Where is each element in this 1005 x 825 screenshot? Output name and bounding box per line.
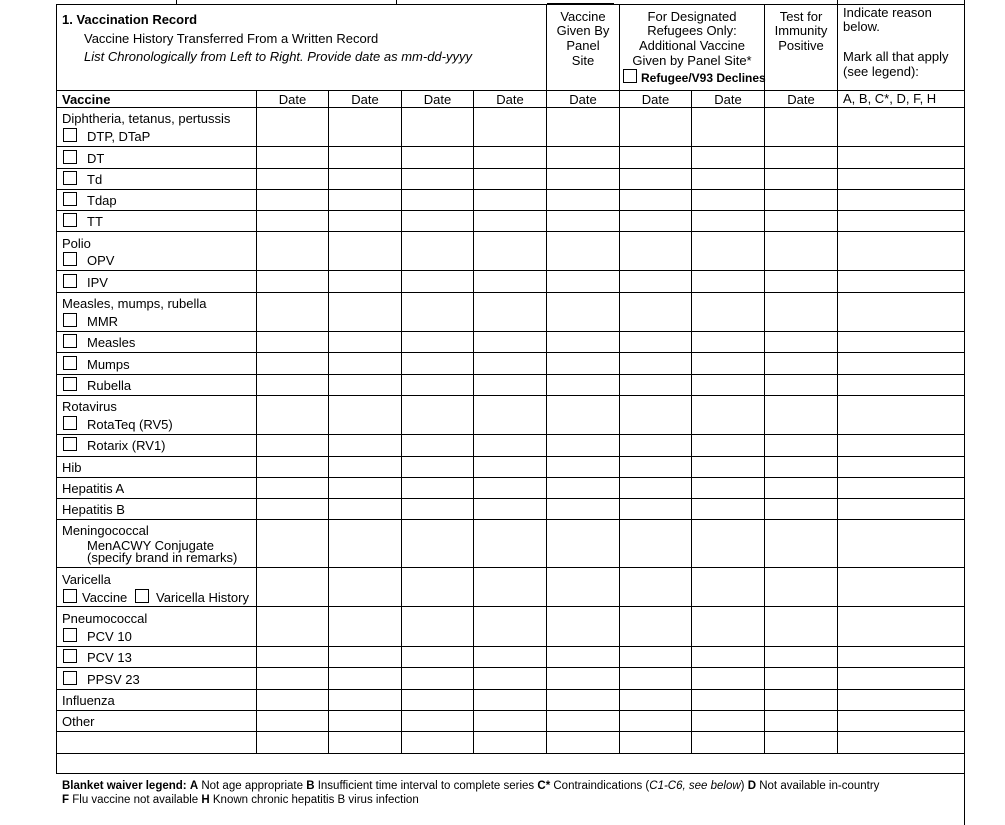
date-column-panel-site: Date — [569, 92, 597, 107]
legend-text-b: Insufficient time interval to complete series — [317, 780, 535, 792]
row-rotarix: Rotarix (RV1) — [87, 438, 166, 453]
grid-line — [56, 710, 965, 711]
legend-c-close: ) — [740, 780, 745, 792]
tdap-checkbox[interactable] — [63, 192, 77, 206]
row-other: Other — [62, 714, 95, 729]
section-title: 1. Vaccination Record — [62, 12, 198, 27]
row-group-dtp: Diphtheria, tetanus, pertussis — [62, 111, 231, 126]
reason-header-2: below. — [843, 19, 880, 34]
row-hib: Hib — [62, 460, 82, 475]
mumps-checkbox[interactable] — [63, 356, 77, 370]
refugees-header-3: Additional Vaccine — [639, 38, 745, 53]
section-subtitle: Vaccine History Transferred From a Written Record — [84, 31, 379, 46]
legend-label: Blanket waiver legend: — [62, 780, 187, 792]
grid-line — [56, 4, 57, 774]
row-ppsv23: PPSV 23 — [87, 672, 140, 687]
legend-text-d: Not available in-country — [759, 780, 880, 792]
legend-text-h: Known chronic hepatitis B virus infection — [212, 794, 419, 806]
legend-code-d: D — [747, 780, 757, 792]
row-hepatitis-b: Hepatitis B — [62, 502, 125, 517]
grid-line — [56, 270, 965, 271]
refugees-header-2: Refugees Only: — [647, 23, 737, 38]
legend-c-ref: C1-C6, see below — [649, 780, 741, 792]
grid-line — [56, 331, 965, 332]
refugee-declines-label: Refugee/V93 Declines — [641, 71, 766, 85]
date-column-2: Date — [351, 92, 379, 107]
grid-line — [56, 773, 965, 774]
legend-text-f: Flu vaccine not available — [72, 794, 199, 806]
date-column-4: Date — [496, 92, 524, 107]
grid-line — [56, 646, 965, 647]
date-column-immunity: Date — [787, 92, 815, 107]
grid-line — [56, 606, 965, 607]
row-menacwy: MenACWY Conjugate — [87, 538, 214, 553]
pcv13-checkbox[interactable] — [63, 649, 77, 663]
row-pcv10: PCV 10 — [87, 629, 132, 644]
legend-text-c: Contraindications ( — [553, 780, 650, 792]
grid-line — [56, 519, 965, 520]
grid-line — [56, 168, 965, 169]
refugees-header-4: Given by Panel Site* — [632, 53, 752, 68]
dtp-dtap-checkbox[interactable] — [63, 128, 77, 142]
grid-line — [56, 477, 965, 478]
reason-header-5: (see legend): — [843, 64, 919, 79]
measles-checkbox[interactable] — [63, 334, 77, 348]
date-column-3: Date — [423, 92, 452, 107]
immunity-header-2: Immunity — [774, 23, 828, 38]
refugees-header-1: For Designated — [647, 9, 737, 24]
panel-site-header-3: Panel — [566, 38, 600, 53]
row-pcv13: PCV 13 — [87, 650, 132, 665]
legend-text-a: Not age appropriate — [201, 780, 303, 792]
grid-line — [56, 189, 965, 190]
legend-code-c: C* — [537, 780, 551, 792]
row-influenza: Influenza — [62, 693, 115, 708]
ppsv23-checkbox[interactable] — [63, 671, 77, 685]
grid-line — [56, 90, 965, 91]
grid-line — [56, 567, 965, 568]
legend-code-f: F — [62, 794, 70, 806]
grid-line — [56, 434, 965, 435]
row-tdap: Tdap — [87, 193, 117, 208]
tt-checkbox[interactable] — [63, 213, 77, 227]
row-dtp-dtap: DTP, DTaP — [87, 129, 151, 144]
reason-header-4: Mark all that apply — [843, 49, 949, 64]
date-column-refugee-1: Date — [641, 92, 670, 107]
row-menacwy-note: (specify brand in remarks) — [87, 550, 238, 565]
grid-line — [56, 292, 965, 293]
grid-line — [56, 352, 965, 353]
row-mumps: Mumps — [87, 357, 130, 372]
row-opv: OPV — [87, 253, 115, 268]
varicella-vaccine-checkbox[interactable] — [63, 589, 77, 603]
grid-line — [56, 374, 965, 375]
reason-codes-label: A, B, C*, D, F, H — [843, 91, 937, 106]
blanket-waiver-legend-line2 — [62, 795, 419, 807]
row-varicella-vaccine: Vaccine — [82, 590, 128, 605]
row-varicella-history: Varicella History — [156, 590, 249, 605]
panel-site-header-1: Vaccine — [560, 9, 606, 24]
grid-line — [56, 731, 965, 732]
row-hepatitis-a: Hepatitis A — [62, 481, 125, 496]
row-group-pneumococcal: Pneumococcal — [62, 611, 148, 626]
grid-line — [56, 146, 965, 147]
immunity-header-3: Positive — [778, 38, 824, 53]
dt-checkbox[interactable] — [63, 150, 77, 164]
rotateq-checkbox[interactable] — [63, 416, 77, 430]
td-checkbox[interactable] — [63, 171, 77, 185]
row-group-varicella: Varicella — [62, 572, 111, 587]
varicella-history-checkbox[interactable] — [135, 589, 149, 603]
grid-line — [56, 689, 965, 690]
legend-code-a: A — [189, 780, 199, 792]
panel-site-header-4: Site — [571, 53, 595, 68]
row-dt: DT — [87, 151, 105, 166]
section-instruction: List Chronologically from Left to Right. Provide date as mm-dd-yyyy — [84, 49, 472, 64]
grid-line — [56, 753, 965, 754]
blanket-waiver-legend — [62, 781, 879, 793]
grid-line — [56, 456, 965, 457]
grid-line — [56, 667, 965, 668]
rubella-checkbox[interactable] — [63, 377, 77, 391]
row-ipv: IPV — [87, 275, 108, 290]
grid-line — [837, 0, 838, 90]
pcv10-checkbox[interactable] — [63, 628, 77, 642]
grid-line — [56, 231, 965, 232]
row-group-rotavirus: Rotavirus — [62, 399, 117, 414]
rotarix-checkbox[interactable] — [63, 437, 77, 451]
refugee-declines-checkbox[interactable] — [623, 69, 637, 83]
grid-line — [56, 498, 965, 499]
row-mmr: MMR — [87, 314, 119, 329]
grid-line — [56, 395, 965, 396]
date-column-refugee-2: Date — [714, 92, 742, 107]
row-group-mmr: Measles, mumps, rubella — [62, 296, 207, 311]
grid-line — [56, 107, 965, 108]
row-td: Td — [87, 172, 103, 187]
legend-code-h: H — [201, 794, 210, 806]
grid-line — [56, 210, 965, 211]
legend-code-b: B — [306, 780, 315, 792]
immunity-header-1: Test for — [779, 9, 823, 24]
row-group-meningococcal: Meningococcal — [62, 523, 149, 538]
ipv-checkbox[interactable] — [63, 274, 77, 288]
date-column-1: Date — [278, 92, 307, 107]
row-rotateq: RotaTeq (RV5) — [87, 417, 173, 432]
panel-site-header-2: Given By — [556, 23, 610, 38]
grid-line — [56, 4, 965, 5]
grid-line — [964, 0, 965, 825]
opv-checkbox[interactable] — [63, 252, 77, 266]
row-group-polio: Polio — [62, 236, 91, 251]
mmr-checkbox[interactable] — [63, 313, 77, 327]
row-rubella: Rubella — [87, 378, 132, 393]
row-tt: TT — [87, 214, 103, 229]
row-measles: Measles — [87, 335, 136, 350]
reason-header-1: Indicate reason — [843, 5, 932, 20]
vaccine-column-label: Vaccine — [62, 92, 111, 107]
